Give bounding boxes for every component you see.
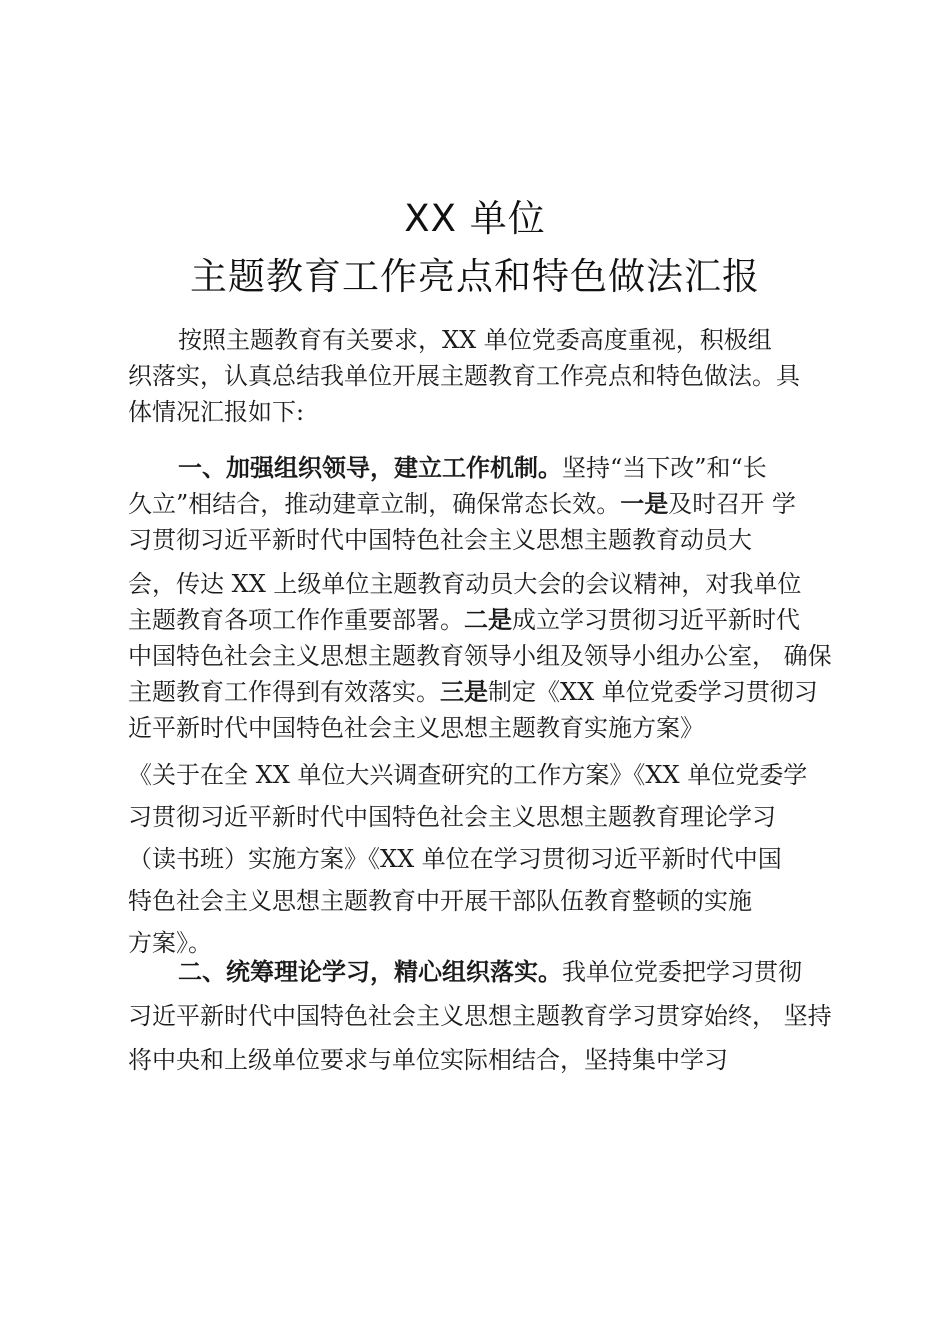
paragraph-line: 习贯彻习近平新时代中国特色社会主义思想主题教育动员大 [128,526,752,554]
paragraph-line: 体情况汇报如下: [128,398,305,426]
paragraph-text: 我单位党委把学习贯彻 [562,958,802,986]
paragraph-line: 将中央和上级单位要求与单位实际相结合，坚持集中学习 [128,1046,728,1074]
paragraph-text: 主题教育工作得到有效落实。 [128,678,440,706]
paragraph-line [128,486,852,522]
paragraph-line: 近平新时代中国特色社会主义思想主题教育实施方案》 [128,714,704,742]
paragraph-text: 成立学习贯彻习近平新时代 [512,606,800,634]
paragraph-line [128,602,852,638]
paragraph-line: （读书班）实施方案》《XX 单位在学习贯彻习近平新时代中国 [128,845,782,873]
paragraph-line [128,450,852,486]
paragraph-line: 习近平新时代中国特色社会主义思想主题教育学习贯穿始终， 坚持 [128,1002,832,1030]
paragraph-text: 及时召开 学 [668,490,796,518]
paragraph-line: 特色社会主义思想主题教育中开展干部队伍教育整顿的实施 [128,887,752,915]
paragraph-line: 会，传达 XX 上级单位主题教育动员大会的会议精神，对我单位 [128,570,802,598]
section-heading: 一、加强组织领导，建立工作机制。 [178,454,562,482]
paragraph-line: 按照主题教育有关要求，XX 单位党委高度重视，积极组 [178,326,772,354]
paragraph-line [128,950,852,994]
document-title [0,190,950,306]
item-marker-third: 三是 [440,678,488,706]
paragraph-section-one [128,450,852,964]
paragraph-line: 中国特色社会主义思想主题教育领导小组及领导小组办公室， 确保 [128,642,832,670]
paragraph-line: 《关于在全 XX 单位大兴调查研究的工作方案》《XX 单位党委学 [128,761,808,789]
item-marker-first: 一是 [620,490,669,518]
paragraph-line: 习贯彻习近平新时代中国特色社会主义思想主题教育理论学习 [128,803,776,831]
paragraph-intro [128,322,852,430]
paragraph-line [128,674,852,710]
paragraph-line: 方案》。 [128,929,212,957]
item-marker-second: 二是 [464,606,512,634]
section-heading: 二、统筹理论学习，精心组织落实。 [178,958,562,986]
paragraph-text: 坚持“当下改”和“长 [562,454,767,482]
paragraph-line: 织落实，认真总结我单位开展主题教育工作亮点和特色做法。具 [128,362,800,390]
title-line-subject: 主题教育工作亮点和特色做法汇报 [190,255,760,298]
paragraph-text: 主题教育各项工作作重要部署。 [128,606,464,634]
paragraph-text: 久立”相结合，推动建章立制，确保常态长效。 [128,490,621,518]
paragraph-section-two [128,950,852,1082]
paragraph-text: 制定《XX 单位党委学习贯彻习 [488,678,818,706]
title-line-unit: XX 单位 [404,197,546,240]
